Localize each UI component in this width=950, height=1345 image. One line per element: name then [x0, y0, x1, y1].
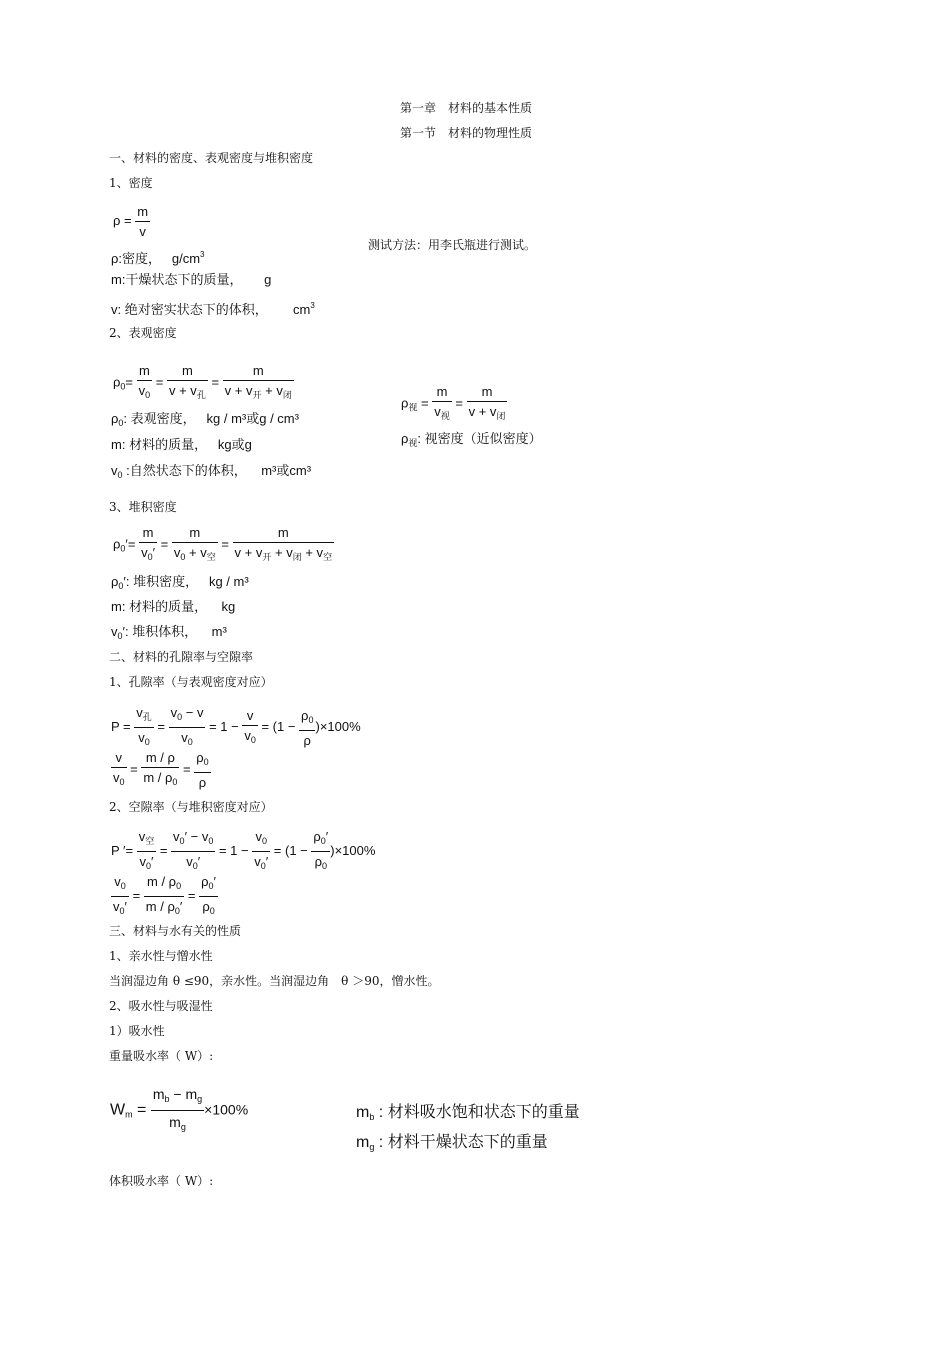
apparent-def-v0: $v_0$ :自然状态下的体积， m³或cm³ — [111, 463, 312, 480]
density-formula: ρ = $\frac{m}{v}$ — [113, 204, 149, 239]
porosity-ratio-formula: $\frac{v}{v_0}$ = $\frac{m / \rho}{m / \rho_0}$ = $\frac{\rho_0}{\rho}$ — [113, 750, 209, 790]
density-def-rho: ρ:密度， $g/cm^3$ — [111, 250, 205, 266]
bulk-def-rho0p: $\rho_0'$: 堆积密度， kg / m³ — [111, 574, 249, 591]
view-density-formula: $\rho_视$ = m $v_视$ = m $v + v_闭$ — [401, 384, 506, 421]
density-def-v: v: 绝对密实状态下的体积， $cm^3$ — [111, 301, 315, 317]
porosity-heading: 1、孔隙率（与表观密度对应） — [109, 675, 273, 689]
chapter-title: 第一章 材料的基本性质 — [400, 101, 533, 115]
def-mb: $m_b$ : 材料吸水饱和状态下的重量 — [356, 1104, 580, 1122]
weight-absorption-label: 重量吸水率（ W）: — [109, 1049, 214, 1063]
volume-absorption-label: 体积吸水率（ W）: — [109, 1174, 214, 1188]
def-mg: $m_g$ : 材料干燥状态下的重量 — [356, 1134, 548, 1152]
bulk-density-formula: $\rho_0'=$ $\frac{m}{v_0'}$ = m $v_0 + v_空$ = m $v + v_开 + v_闭 + v_空$ — [113, 525, 333, 562]
voids-ratio-formula: $\frac{v_0}{v_0'}$ = $\frac{m / \rho_0}{m / \rho_0'}$ = $\frac{\rho_0'}{\rho_0}$ — [113, 874, 216, 916]
section-title: 第一节 材料的物理性质 — [400, 126, 533, 140]
density-heading: 1、密度 — [109, 176, 153, 190]
section-2-heading: 二、材料的孔隙率与空隙率 — [109, 650, 254, 664]
apparent-def-m: m: 材料的质量， kg或g — [111, 437, 252, 452]
voids-heading: 2、空隙率（与堆积密度对应） — [109, 800, 273, 814]
bulk-def-m: m: 材料的质量， kg — [111, 599, 236, 614]
test-method: 测试方法：用李氏瓶进行测试。 — [368, 238, 537, 252]
weight-absorption-formula: $W_m$ = $\frac{m_b - m_g}{m_g}$ ×100% — [110, 1086, 249, 1132]
apparent-def-rho0: $\rho_0$: 表观密度， kg / m³或g / cm³ — [111, 411, 299, 428]
bulk-density-heading: 3、堆积密度 — [109, 500, 177, 514]
hydrophilic-text: 当润湿边角 θ ≤90，亲水性。当润湿边角 θ ＞90，憎水性。 — [109, 974, 440, 988]
apparent-density-heading: 2、表观密度 — [109, 326, 177, 340]
view-density-def: $\rho_视$: 视密度（近似密度） — [401, 431, 542, 448]
voids-formula: P ′= $v_空$ $v_0'$ = $\frac{v_0' - v_0}{v_0'}$ = 1 − $\frac{v_0}{v_0'}$ = (1 − $\frac{\rho_0'}{\rho_0}$ )×100% — [111, 829, 376, 871]
absorption-heading: 2、吸水性与吸湿性 — [109, 999, 213, 1013]
apparent-density-formula: $\rho_0=$ $\frac{m}{v_0}$ = m $v + v_孔$ = m $v + v_开 + v_闭$ — [113, 363, 292, 400]
hydrophilic-heading: 1、亲水性与憎水性 — [109, 949, 213, 963]
porosity-formula: P = $v_孔$ $v_0$ = $\frac{v_0 - v}{v_0}$ = 1 − $\frac{v}{v_0}$ = (1 − $\frac{\rho_0}{\rho}$ )×100% — [111, 705, 361, 748]
section-3-heading: 三、材料与水有关的性质 — [109, 924, 242, 938]
absorption-subheading: 1）吸水性 — [109, 1024, 165, 1038]
bulk-def-v0p: $v_0'$: 堆积体积， m³ — [111, 624, 227, 641]
section-1-heading: 一、材料的密度、表观密度与堆积密度 — [109, 151, 314, 165]
density-def-m: m:干燥状态下的质量， g — [111, 272, 272, 287]
